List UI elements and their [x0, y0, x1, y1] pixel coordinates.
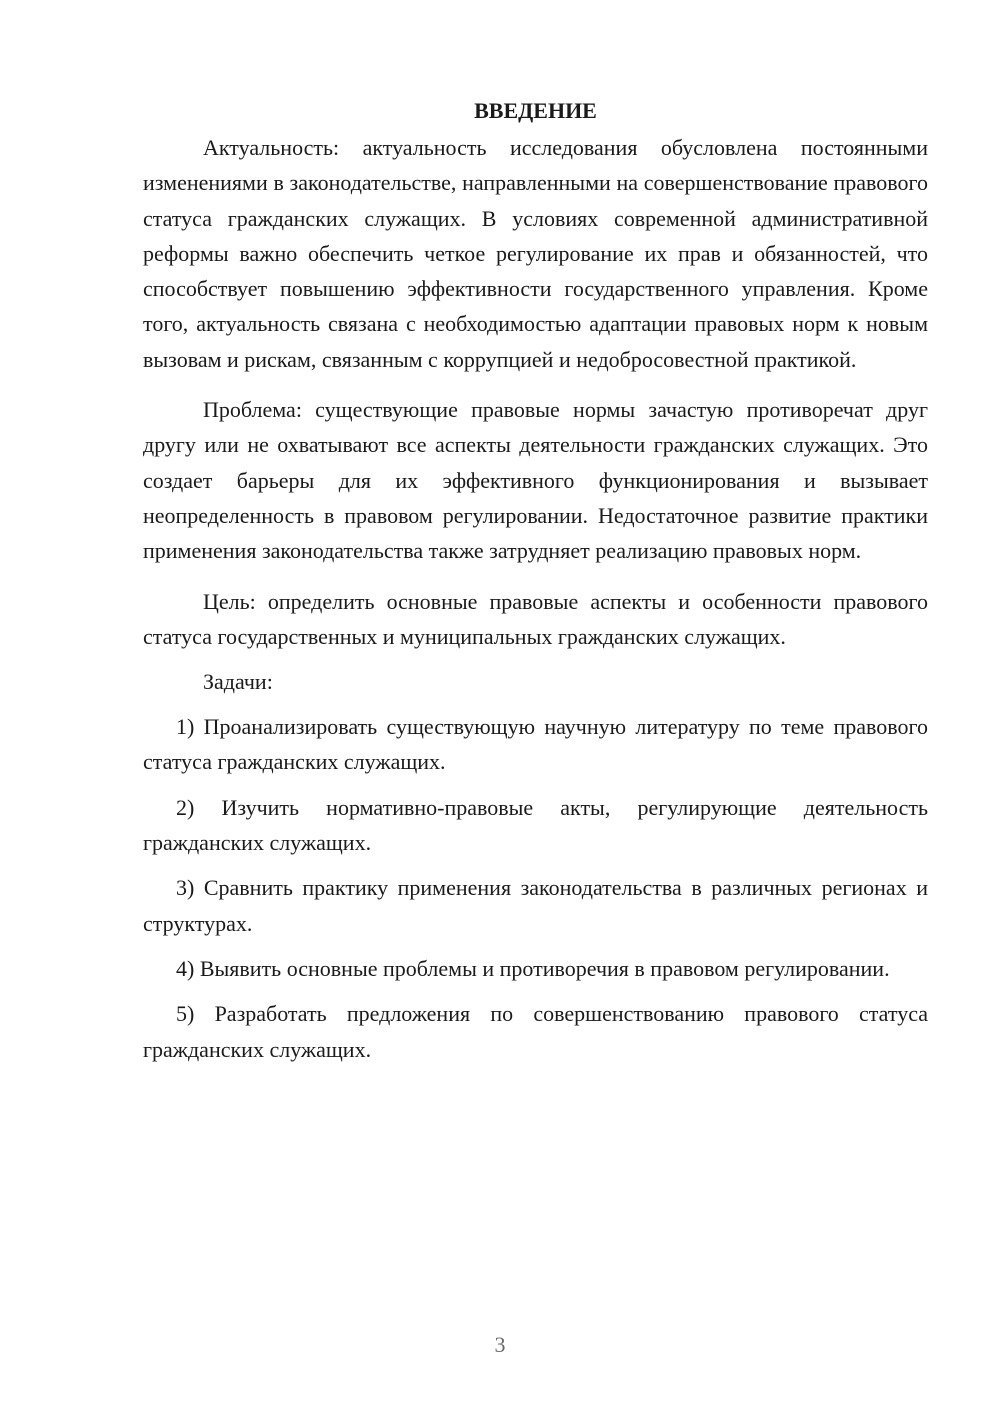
task-item-4: 4) Выявить основные проблемы и противоречия в правовом регулировании. — [176, 955, 890, 981]
tasks-title: Задачи: — [203, 669, 273, 695]
task-item-2: 2) Изучить нормативно-правовые акты, регулирующие деятельность гражданских служащих. — [143, 794, 928, 856]
goal-paragraph: Цель: определить основные правовые аспекты и особенности правового статуса государственных и муниципальных гражданских служащих. — [143, 588, 928, 649]
document-page — [143, 93, 928, 1067]
task-list — [143, 709, 928, 1067]
task-item-3: 3) Сравнить практику применения законодательства в различных регионах и структурах. — [143, 875, 928, 936]
task-item-1: 1) Проанализировать существующую научную литературу по теме правового статуса гражданских служащих. — [143, 714, 928, 775]
page-number: 3 — [494, 1332, 506, 1357]
problem-paragraph: Проблема: существующие правовые нормы зачастую противоречат друг другу или не охватывают все аспекты деятельности гражданских служащих. Это создает барьеры для их эффективного функционирования и вызывает неопределенность в правовом регулировании. Недостаточное развитие практики применения законодательства также затрудняет реализацию правовых норм. — [143, 397, 928, 564]
relevance-paragraph: Актуальность: актуальность исследования обусловлена постоянными изменениями в законодательстве, направленными на совершенствование правового статуса гражданских служащих. В условиях современной административной реформы важно обеспечить четкое регулирование их прав и обязанностей, что способствует повышению эффективности государственного управления. Кроме того, актуальность связана с необходимостью адаптации правовых норм к новым вызовам и рискам, связанным с коррупцией и недобросовестной практикой. — [143, 135, 928, 372]
task-item-5: 5) Разработать предложения по совершенствованию правового статуса гражданских служащих. — [143, 1001, 928, 1062]
section-heading: ВВЕДЕНИЕ — [474, 98, 597, 123]
